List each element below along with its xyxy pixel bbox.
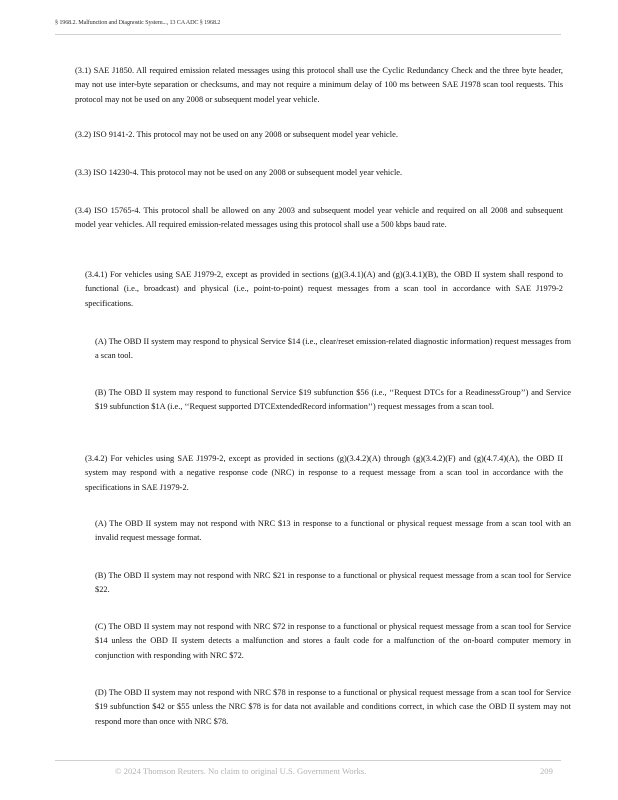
paragraph-3-2: (3.2) ISO 9141-2. This protocol may not be used on any 2008 or subsequent model year vehicle. [75, 130, 398, 139]
paragraph-3-4-2-a: (A) The OBD II system may not respond with NRC $13 in response to a functional or physical request message from a scan tool with an invalid request message format. [95, 519, 571, 543]
footer-copyright: © 2024 Thomson Reuters. No claim to original U.S. Government Works. [115, 766, 367, 776]
paragraph-3-4-1-b: (B) The OBD II system may respond to functional Service $19 subfunction $56 (i.e., ‘‘Request DTCs for a ReadinessGroup’’) and Service $19 subfunction $1A (i.e., ‘‘Request supported DTCExtendedRecord information’’) request messages from a scan tool. [95, 388, 571, 412]
page-number: 209 [540, 766, 553, 776]
paragraph-3-1: (3.1) SAE J1850. All required emission related messages using this protocol shall use the Cyclic Redundancy Check and the three byte header, may not use inter-byte separation or checksums, and may not require a minimum delay of 100 ms between SAE J1978 scan tool requests. This protocol may not be used on any 2008 or subsequent model year vehicle. [75, 66, 563, 104]
paragraph-3-4: (3.4) ISO 15765-4. This protocol shall be allowed on any 2003 and subsequent model year vehicle and required on all 2008 and subsequent model year vehicles. All required emission-related messages using this protocol shall use a 500 kbps baud rate. [75, 206, 563, 230]
paragraph-3-4-1: (3.4.1) For vehicles using SAE J1979-2, except as provided in sections (g)(3.4.1)(A) and (g)(3.4.1)(B), the OBD II system shall respond to functional (i.e., broadcast) and physical (i.e., point-to-point) request messages from a scan tool in accordance with SAE J1979-2 specifications. [85, 270, 563, 308]
paragraph-3-4-2-d: (D) The OBD II system may not respond with NRC $78 in response to a functional or physical request message from a scan tool for Service $19 subfunction $42 or $55 unless the NRC $78 is for data not available and conditions correct, in which case the OBD II system may not respond more than once with NRC $78. [95, 688, 571, 726]
footer-divider [55, 760, 561, 761]
paragraph-3-4-1-a: (A) The OBD II system may respond to physical Service $14 (i.e., clear/reset emission-related diagnostic information) request messages from a scan tool. [95, 337, 571, 361]
paragraph-3-4-2-c: (C) The OBD II system may not respond with NRC $72 in response to a functional or physical request message from a scan tool for Service $14 unless the OBD II system detects a malfunction and stores a fault code for a malfunction of the on-board computer memory in conjunction with responding with NRC $72. [95, 622, 571, 660]
header-divider [55, 34, 561, 35]
paragraph-3-3: (3.3) ISO 14230-4. This protocol may not be used on any 2008 or subsequent model year vehicle. [75, 168, 403, 177]
paragraph-3-4-2: (3.4.2) For vehicles using SAE J1979-2, except as provided in sections (g)(3.4.2)(A) through (g)(3.4.2)(F) and (g)(4.7.4)(A), the OBD II system may respond with a negative response code (NRC) in response to a request message from a scan tool in accordance with the specifications in SAE J1979-2. [85, 454, 563, 492]
running-header: § 1968.2. Malfunction and Diagnostic System..., 13 CA ADC § 1968.2 [55, 19, 221, 26]
paragraph-3-4-2-b: (B) The OBD II system may not respond with NRC $21 in response to a functional or physical request message from a scan tool for Service $22. [95, 571, 571, 595]
